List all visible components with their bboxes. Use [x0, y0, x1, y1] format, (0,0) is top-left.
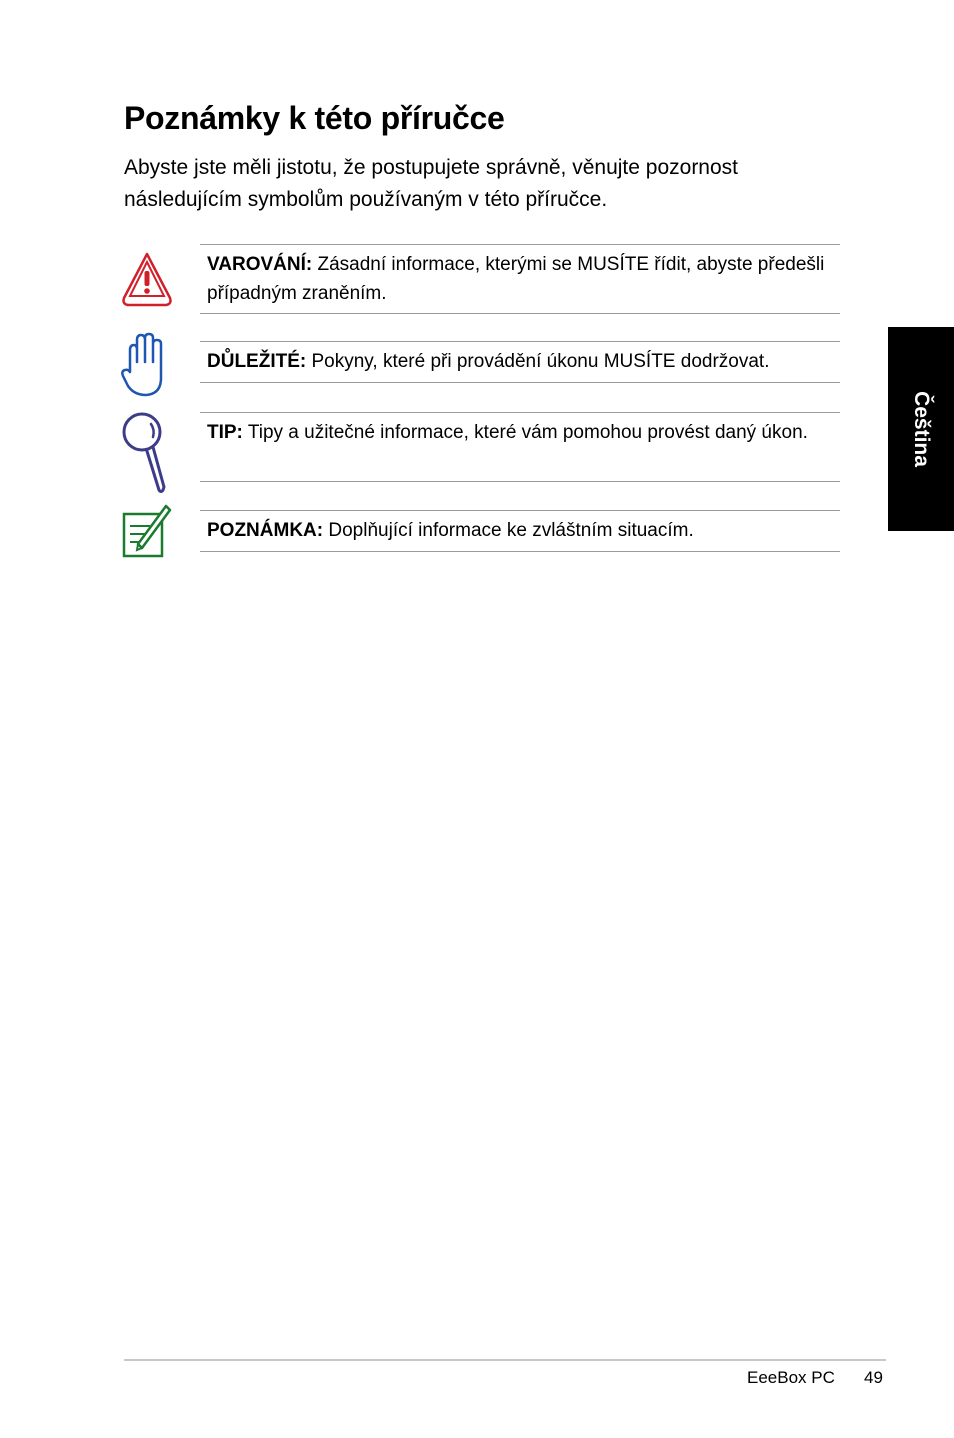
- footer-page-number: 49: [864, 1368, 883, 1387]
- notice-tip-text: Tipy a užitečné informace, které vám pomohou provést daný úkon.: [242, 422, 808, 443]
- notice-warning-label: VAROVÁNÍ:: [207, 254, 313, 275]
- intro-paragraph: Abyste jste měli jistotu, že postupujete správně, věnujte pozornost následujícím symbolům používaným v této příručce.: [124, 156, 739, 211]
- magnifier-icon: [120, 410, 168, 494]
- language-tab-label: Čeština: [910, 391, 933, 467]
- notice-warning: [200, 244, 840, 314]
- notice-warning-text: Zásadní informace, kterými se MUSÍTE řídit, abyste předešli případným zraněním.: [207, 254, 825, 304]
- page-title: Poznámky k této příručce: [124, 100, 505, 136]
- language-side-tab[interactable]: [888, 327, 954, 531]
- notice-tip: [200, 412, 840, 482]
- notice-important: [200, 341, 840, 383]
- footer-divider: [124, 1359, 886, 1361]
- notice-note-label: POZNÁMKA:: [207, 520, 324, 541]
- hand-stop-icon: [120, 332, 166, 398]
- notice-note: [200, 510, 840, 552]
- notice-important-label: DŮLEŽITÉ:: [207, 351, 307, 372]
- notice-note-text: Doplňující informace ke zvláštním situacím.: [323, 520, 694, 541]
- note-pencil-icon: [120, 502, 172, 560]
- warning-triangle-icon: [120, 250, 174, 310]
- notice-important-text: Pokyny, které při provádění úkonu MUSÍTE dodržovat.: [306, 351, 770, 372]
- notice-tip-label: TIP:: [207, 422, 243, 443]
- footer-product-name: EeeBox PC: [747, 1368, 835, 1387]
